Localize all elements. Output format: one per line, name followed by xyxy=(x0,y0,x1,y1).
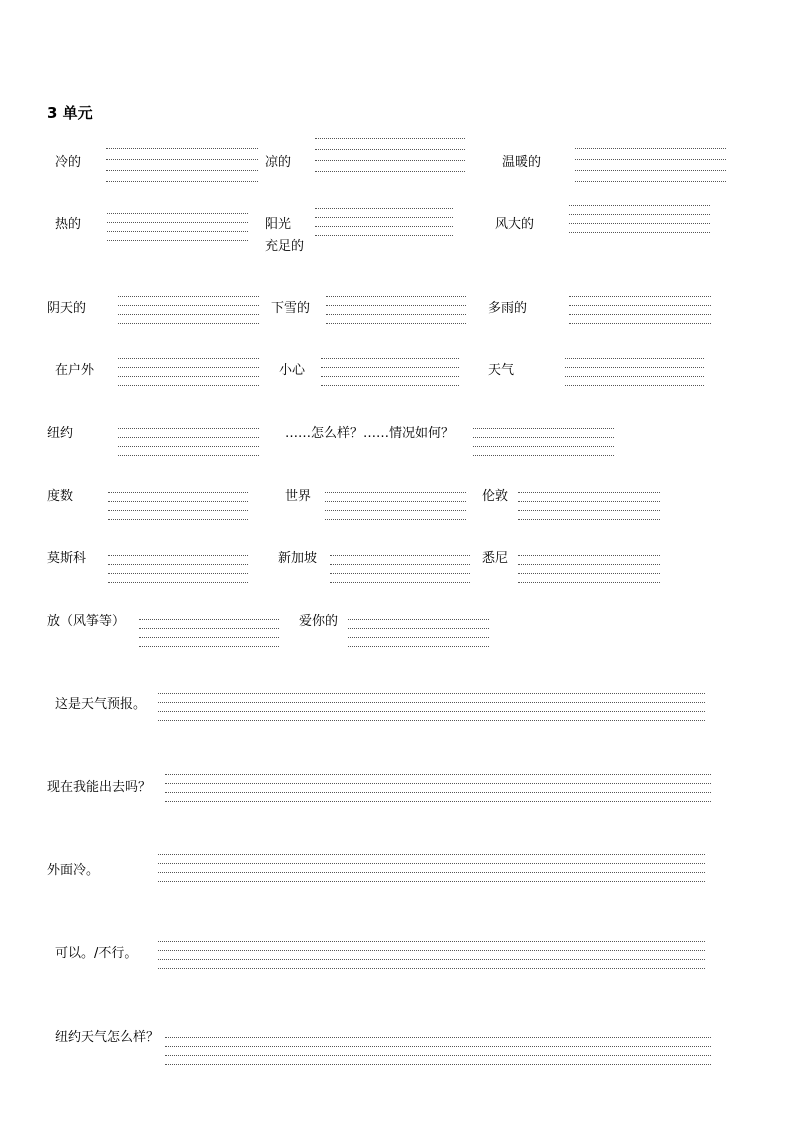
word-label: 度数 xyxy=(47,489,74,504)
answer-lines[interactable] xyxy=(575,148,726,184)
answer-lines[interactable] xyxy=(473,428,614,458)
word-label: 悉尼 xyxy=(482,551,509,566)
sentence-answer-lines[interactable] xyxy=(165,774,711,804)
answer-lines[interactable] xyxy=(321,358,459,388)
answer-lines[interactable] xyxy=(107,213,248,243)
sentence-label: 外面冷。 xyxy=(47,863,100,878)
answer-lines[interactable] xyxy=(108,492,248,522)
answer-lines[interactable] xyxy=(118,428,259,458)
answer-lines[interactable] xyxy=(118,358,259,388)
word-label: 世界 xyxy=(285,489,312,504)
sentence-label: 这是天气预报。 xyxy=(55,697,147,712)
word-label: 凉的 xyxy=(265,155,292,170)
word-label: 在户外 xyxy=(55,363,95,378)
word-label: 小心 xyxy=(279,363,306,378)
answer-lines[interactable] xyxy=(348,619,489,649)
word-label: 热的 xyxy=(55,217,82,232)
word-label: 爱你的 xyxy=(299,614,339,629)
sentence-label: 可以。/不行。 xyxy=(55,946,138,961)
sentence-answer-lines[interactable] xyxy=(158,941,705,971)
word-label: 放（风筝等） xyxy=(47,614,126,629)
sentence-label: 现在我能出去吗？ xyxy=(47,780,152,795)
sentence-answer-lines[interactable] xyxy=(165,1037,711,1067)
answer-lines[interactable] xyxy=(315,138,465,174)
sentence-answer-lines[interactable] xyxy=(158,693,705,723)
word-label: 温暖的 xyxy=(502,155,542,170)
answer-lines[interactable] xyxy=(139,619,279,649)
answer-lines[interactable] xyxy=(108,555,248,585)
word-label: 阳光 xyxy=(265,217,292,232)
word-label: 冷的 xyxy=(55,155,82,170)
word-label: 伦敦 xyxy=(482,489,509,504)
word-label: 风大的 xyxy=(495,217,535,232)
word-label: 多雨的 xyxy=(488,301,528,316)
answer-lines[interactable] xyxy=(325,492,466,522)
answer-lines[interactable] xyxy=(106,148,258,184)
unit-title: 3 单元 xyxy=(47,104,93,122)
word-label: 阴天的 xyxy=(47,301,87,316)
answer-lines[interactable] xyxy=(118,296,259,326)
answer-lines[interactable] xyxy=(565,358,704,388)
sentence-label: 纽约天气怎么样？ xyxy=(55,1030,160,1045)
answer-lines[interactable] xyxy=(518,492,660,522)
answer-lines[interactable] xyxy=(315,208,453,236)
answer-lines[interactable] xyxy=(330,555,470,585)
sentence-answer-lines[interactable] xyxy=(158,854,705,884)
word-label: ……怎么样？……情况如何？ xyxy=(285,426,455,441)
word-label: 新加坡 xyxy=(278,551,318,566)
answer-lines[interactable] xyxy=(569,205,710,235)
word-label: 充足的 xyxy=(265,239,305,254)
word-label: 下雪的 xyxy=(271,301,311,316)
answer-lines[interactable] xyxy=(326,296,466,326)
word-label: 纽约 xyxy=(47,426,74,441)
answer-lines[interactable] xyxy=(518,555,660,585)
word-label: 天气 xyxy=(488,363,515,378)
word-label: 莫斯科 xyxy=(47,551,87,566)
answer-lines[interactable] xyxy=(569,296,711,326)
